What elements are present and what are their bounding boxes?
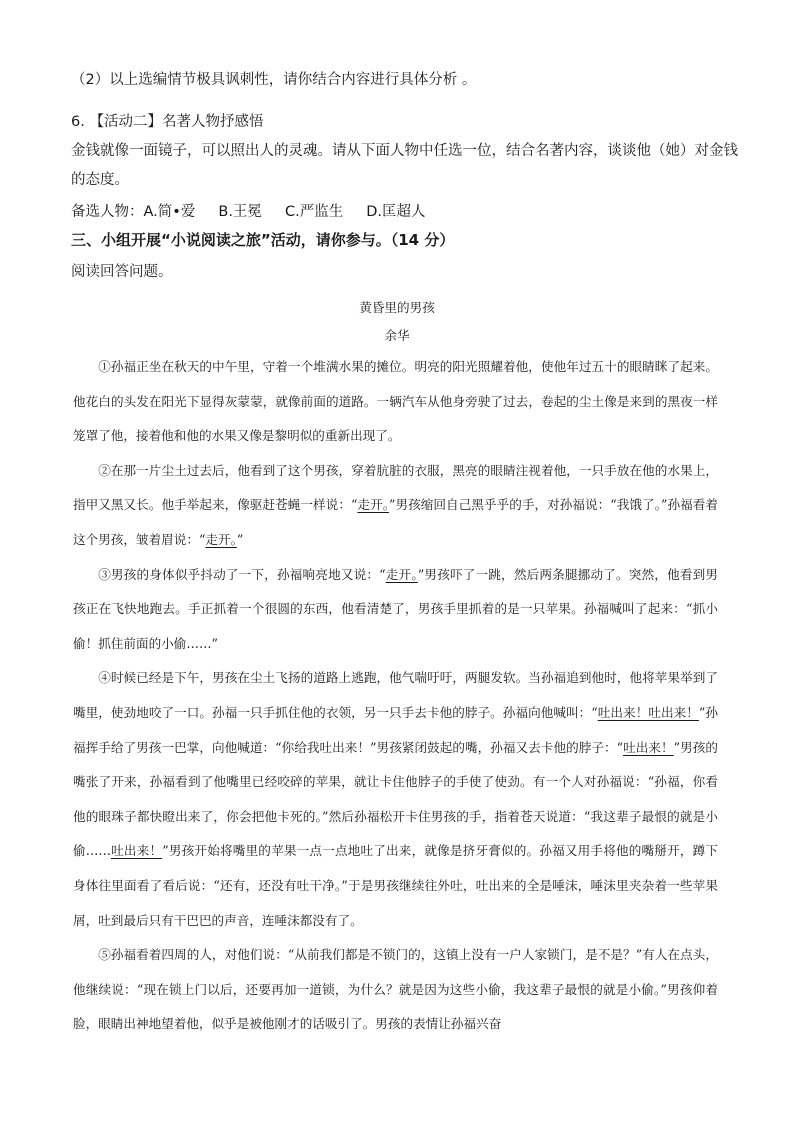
question-6-options: 备选人物：A.简•爱 B.王冕 C.严监生 D.匡超人	[71, 204, 426, 220]
question-6-prompt-line-2: 的态度。	[71, 172, 129, 188]
story-paragraph-2: ②在那一片尘土过去后，他看到了这个男孩，穿着肮脏的衣服，黑亮的眼睛注视着他，一只手放在他的水果上，指甲又黑又长。他手举起来，像驱赶苍蝇一样说：“走开。”男孩缩回自己黑乎乎的手，对孙福说：“我饿了。”孙福看着这个男孩，皱着眉说：“走开。”	[73, 462, 718, 547]
question-6-prompt-line-1: 金钱就像一面镜子，可以照出人的灵魂。请从下面人物中任选一位，结合名著内容，谈谈他（她）对金钱	[71, 143, 738, 159]
underlined-phrase: 走开。	[385, 566, 418, 582]
section-3-instruction: 阅读回答问题。	[71, 264, 173, 280]
underlined-phrase: 吐出来！吐出来！	[597, 704, 699, 720]
story-paragraph-1: ①孙福正坐在秋天的中午里，守着一个堆满水果的摊位。明亮的阳光照耀着他，使他年过五十的眼睛眯了起来。他花白的头发在阳光下显得灰蒙蒙，就像前面的道路。一辆汽车从他身旁驶了过去，卷起的尘土像是来到的黑夜一样笼罩了他，接着他和他的水果又像是黎明似的重新出现了。	[73, 359, 718, 444]
story-paragraph-4: ④时候已经是下午，男孩在尘土飞扬的道路上逃跑，他气喘吁吁，两腿发软。当孙福追到他时，他将苹果举到了嘴里，使劲地咬了一口。孙福一只手抓住他的衣领，另一只手去卡他的脖子。孙福向他喊叫：“吐出来！吐出来！”孙福挥手给了男孩一巴掌，向他喊道：“你给我吐出来！”男孩紧闭鼓起的嘴，孙福又去卡他的脖子：“吐出来！”男孩的嘴张了开来，孙福看到了他嘴里已经咬碎的苹果，就让卡住他脖子的手使了使劲。有一个人对孙福说：“孙福，你看他的眼珠子都快瞪出来了，你会把他卡死的。”然后孙福松开卡住男孩的手，指着苍天说道：“我这辈子最恨的就是小偷……吐出来！”男孩开始将嘴里的苹果一点一点地吐了出来，就像是挤牙膏似的。孙福又用手将他的嘴掰开，蹲下身体往里面看了看后说：“还有，还没有吐干净。”于是男孩继续往外吐，吐出来的全是唾沫，唾沫里夹杂着一些苹果屑，吐到最后只有干巴巴的声音，连唾沫都没有了。	[73, 670, 718, 928]
underlined-phrase: 吐出来！	[110, 843, 163, 859]
story-body	[73, 350, 718, 1042]
question-6-title: 6. 【活动二】名著人物抒感悟	[71, 114, 264, 130]
underlined-phrase: 吐出来！	[623, 739, 674, 755]
story-paragraph-3: ③男孩的身体似乎抖动了一下，孙福响亮地又说：“走开。”男孩吓了一跳，然后两条腿挪动了。突然，他看到男孩正在飞快地跑去。手正抓着一个很圆的东西，他看清楚了，男孩手里抓着的是一只苹果。孙福喊叫了起来：“抓小偷！抓住前面的小偷……”	[73, 566, 718, 651]
story-author: 余华	[384, 328, 410, 343]
underlined-phrase: 走开。	[357, 497, 390, 513]
section-3-heading: 三、小组开展“小说阅读之旅”活动，请你参与。（14 分）	[71, 231, 455, 249]
story-paragraph-5: ⑤孙福看着四周的人，对他们说：“从前我们都是不锁门的，这镇上没有一户人家锁门，是不是？”有人在点头，他继续说：“现在锁上门以后，还要再加一道锁，为什么？就是因为这些小偷，我这辈子最恨的就是小偷。”男孩仰着脸，眼睛出神地望着他，似乎是被他刚才的话吸引了。男孩的表情让孙福兴奋	[73, 947, 718, 1032]
underlined-phrase: 走开。	[205, 531, 237, 547]
question-5-part-2: （2）以上选编情节极具讽刺性，请你结合内容进行具体分析 。	[71, 72, 477, 88]
story-title: 黄昏里的男孩	[359, 300, 435, 315]
